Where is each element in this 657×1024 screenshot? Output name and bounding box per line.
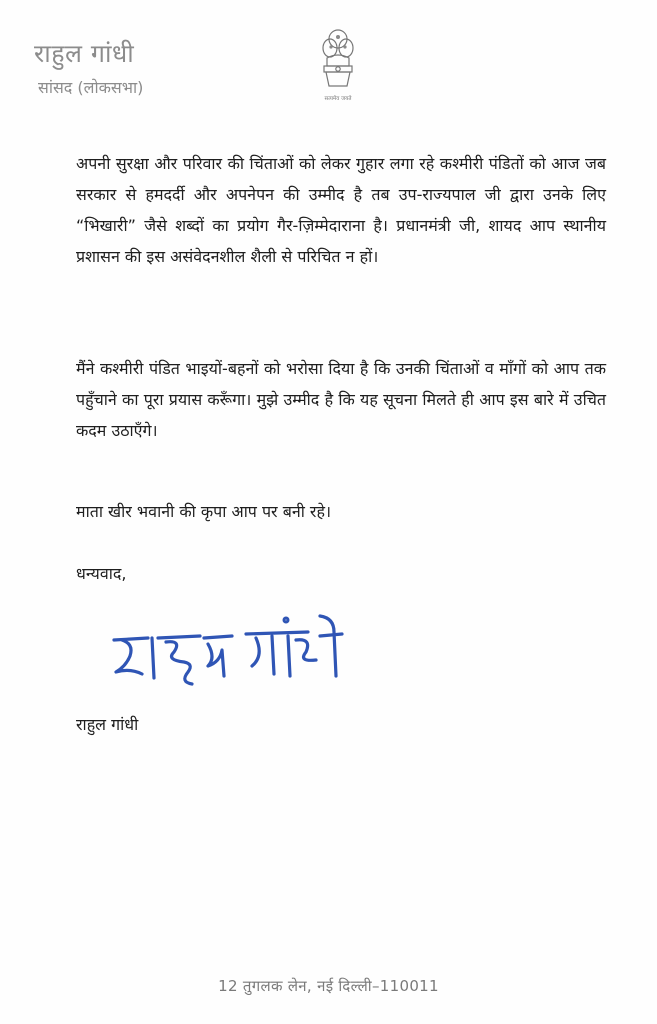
signed-name: राहुल गांधी [76,715,139,734]
letterhead-title: सांसद (लोकसभा) [38,78,144,97]
body-paragraph-2: मैंने कश्मीरी पंडित भाइयों-बहनों को भरोसा दिया है कि उनकी चिंताओं व माँगों को आप तक पहुँचाने का पूरा प्रयास करूँगा। मुझे उम्मीद है कि यह सूचना मिलते ही आप इस बारे में उचित कदम उठाएँगे। [76,359,606,440]
body-paragraph-3: माता खीर भवानी की कृपा आप पर बनी रहे। [76,502,332,521]
body-paragraph-1: अपनी सुरक्षा और परिवार की चिंताओं को लेकर गुहार लगा रहे कश्मीरी पंडितों को आज जब सरकार से हमदर्दी और अपनेपन की उम्मीद है तब उप-राज्यपाल जी द्वारा उनके लिए “भिखारी” जैसे शब्दों का प्रयोग गैर-ज़िम्मेदाराना है। प्रधानमंत्री जी, शायद आप स्थानीय प्रशासन की इस असंवेदनशील शैली से परिचित न हों। [76,154,606,266]
closing-salutation: धन्यवाद, [76,564,127,583]
emblem-caption: सत्यमेव जयते [324,96,352,102]
handwritten-signature [108,610,348,690]
national-emblem-icon [316,26,360,106]
footer-address: 12 तुगलक लेन, नई दिल्ली–110011 [218,977,439,995]
letterhead-name: राहुल गांधी [34,39,135,68]
